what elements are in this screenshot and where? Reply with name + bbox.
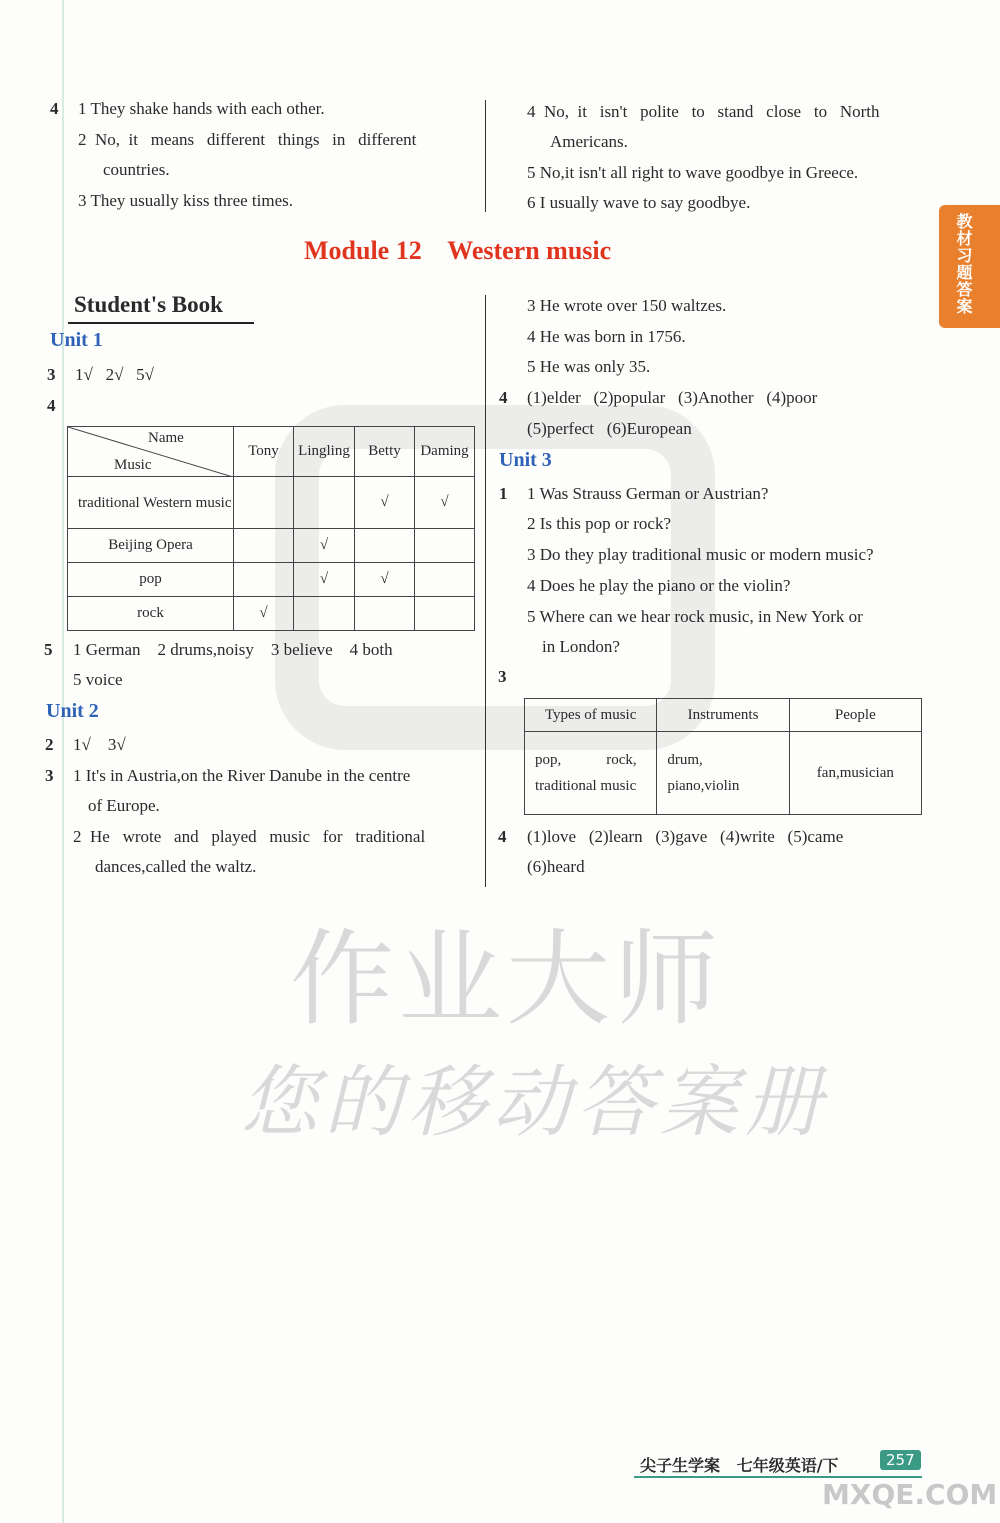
answer-line: 5 He was only 35. bbox=[527, 357, 651, 376]
check-cell bbox=[234, 477, 294, 529]
check-cell: √ bbox=[355, 563, 415, 597]
answer-line: 1 It's in Austria,on the River Danube in the centre bbox=[73, 766, 411, 785]
answer-line: 1 German 2 drums,noisy 3 believe 4 both bbox=[73, 640, 393, 659]
check-cell bbox=[415, 597, 475, 631]
check-cell: √ bbox=[415, 477, 475, 529]
answer-line: dances,called the waltz. bbox=[95, 857, 257, 876]
header-music: Music bbox=[114, 457, 152, 473]
answer-line: 5 No,it isn't all right to wave goodbye in Greece. bbox=[527, 163, 859, 182]
cell-line: drum, bbox=[667, 752, 703, 768]
answer-line: Americans. bbox=[550, 132, 628, 151]
row-label: Beijing Opera bbox=[68, 529, 234, 563]
side-tab-label: 教材习题答案 bbox=[954, 213, 973, 315]
answer-line: (1)elder (2)popular (3)Another (4)poor bbox=[527, 388, 818, 407]
module-title: Module 12 Western music bbox=[304, 236, 612, 265]
section-title: Student's Book bbox=[74, 292, 223, 317]
exercise-number: 3 bbox=[498, 667, 507, 686]
exercise-number: 4 bbox=[50, 99, 59, 118]
table-row bbox=[68, 563, 475, 597]
column-header: Tony bbox=[234, 427, 294, 477]
answer-line: 4 No, it isn't polite to stand close to North bbox=[527, 102, 880, 121]
watermark-title: 作业大师 bbox=[290, 918, 723, 1040]
exercise-number: 4 bbox=[498, 827, 507, 846]
answer-line: 5 Where can we hear rock music, in New York or bbox=[527, 607, 863, 626]
answer-line: 3 Do they play traditional music or modern music? bbox=[527, 545, 874, 564]
exercise-number: 4 bbox=[47, 396, 56, 415]
exercise-number: 5 bbox=[44, 640, 53, 659]
row-label: rock bbox=[68, 597, 234, 631]
margin-line bbox=[62, 0, 64, 1523]
column-divider bbox=[485, 100, 486, 212]
cell-line: pop, rock, bbox=[535, 752, 637, 768]
unit-title: Unit 2 bbox=[46, 700, 99, 722]
table-cell bbox=[657, 732, 789, 815]
column-header: People bbox=[789, 699, 921, 732]
table-header-row bbox=[525, 699, 922, 732]
check-cell: √ bbox=[234, 597, 294, 631]
table-cell: fan,musician bbox=[789, 732, 921, 815]
check-cell bbox=[294, 597, 355, 631]
exercise-number: 3 bbox=[47, 365, 56, 384]
check-cell: √ bbox=[355, 477, 415, 529]
check-cell bbox=[234, 563, 294, 597]
answer-line: 1 They shake hands with each other. bbox=[78, 99, 325, 118]
table-row bbox=[68, 477, 475, 529]
check-cell bbox=[415, 529, 475, 563]
answer-line: 1√ 3√ bbox=[73, 735, 126, 754]
answer-line: (6)heard bbox=[527, 857, 585, 876]
table-row bbox=[525, 732, 922, 815]
site-watermark: MXQE.COM bbox=[822, 1478, 998, 1511]
row-label: pop bbox=[68, 563, 234, 597]
table-cell bbox=[525, 732, 657, 815]
answer-line: (1)love (2)learn (3)gave (4)write (5)came bbox=[527, 827, 844, 846]
column-divider bbox=[485, 295, 486, 887]
column-header: Daming bbox=[415, 427, 475, 477]
check-cell bbox=[355, 529, 415, 563]
side-tab bbox=[939, 205, 1000, 328]
music-types-table bbox=[524, 698, 922, 815]
answer-line: 2 He wrote and played music for traditional bbox=[73, 827, 426, 846]
header-name: Name bbox=[148, 430, 184, 446]
column-header: Betty bbox=[355, 427, 415, 477]
cell-line: piano,violin bbox=[667, 778, 740, 794]
answer-line: 4 Does he play the piano or the violin? bbox=[527, 576, 791, 595]
answer-line: 3 They usually kiss three times. bbox=[78, 191, 293, 210]
table-row bbox=[68, 529, 475, 563]
footer-text: 尖子生学案 七年级英语/下 bbox=[640, 1456, 839, 1475]
exercise-number: 1 bbox=[499, 484, 508, 503]
check-cell bbox=[355, 597, 415, 631]
watermark-subtitle: 您的移动答案册 bbox=[240, 1058, 829, 1148]
table-row bbox=[68, 597, 475, 631]
answer-line: 2 No, it means different things in different bbox=[78, 130, 417, 149]
answer-line: 1 Was Strauss German or Austrian? bbox=[527, 484, 769, 503]
answer-line: (5)perfect (6)European bbox=[527, 419, 692, 438]
exercise-number: 4 bbox=[499, 388, 508, 407]
answer-line: 6 I usually wave to say goodbye. bbox=[527, 193, 751, 212]
table-corner-cell bbox=[68, 427, 234, 477]
exercise-number: 3 bbox=[45, 766, 54, 785]
answer-line: in London? bbox=[542, 637, 620, 656]
check-cell bbox=[234, 529, 294, 563]
check-cell: √ bbox=[294, 563, 355, 597]
answer-line: 4 He was born in 1756. bbox=[527, 327, 686, 346]
answer-line: of Europe. bbox=[88, 796, 160, 815]
answer-line: countries. bbox=[103, 160, 170, 179]
column-header: Instruments bbox=[657, 699, 789, 732]
cell-line: traditional music bbox=[535, 778, 637, 794]
answer-line: 2 Is this pop or rock? bbox=[527, 514, 672, 533]
check-cell: √ bbox=[294, 529, 355, 563]
check-cell bbox=[294, 477, 355, 529]
column-header: Types of music bbox=[525, 699, 657, 732]
column-header: Lingling bbox=[294, 427, 355, 477]
answer-line: 1√ 2√ 5√ bbox=[75, 365, 154, 384]
unit-title: Unit 3 bbox=[499, 449, 552, 471]
page-number: 257 bbox=[880, 1450, 921, 1470]
answer-line: 5 voice bbox=[73, 670, 123, 689]
row-label: traditional Western music bbox=[68, 477, 234, 529]
unit-title: Unit 1 bbox=[50, 329, 103, 351]
answer-line: 3 He wrote over 150 waltzes. bbox=[527, 296, 727, 315]
music-preference-table bbox=[67, 426, 475, 631]
section-underline bbox=[68, 322, 254, 324]
check-cell bbox=[415, 563, 475, 597]
exercise-number: 2 bbox=[45, 735, 54, 754]
